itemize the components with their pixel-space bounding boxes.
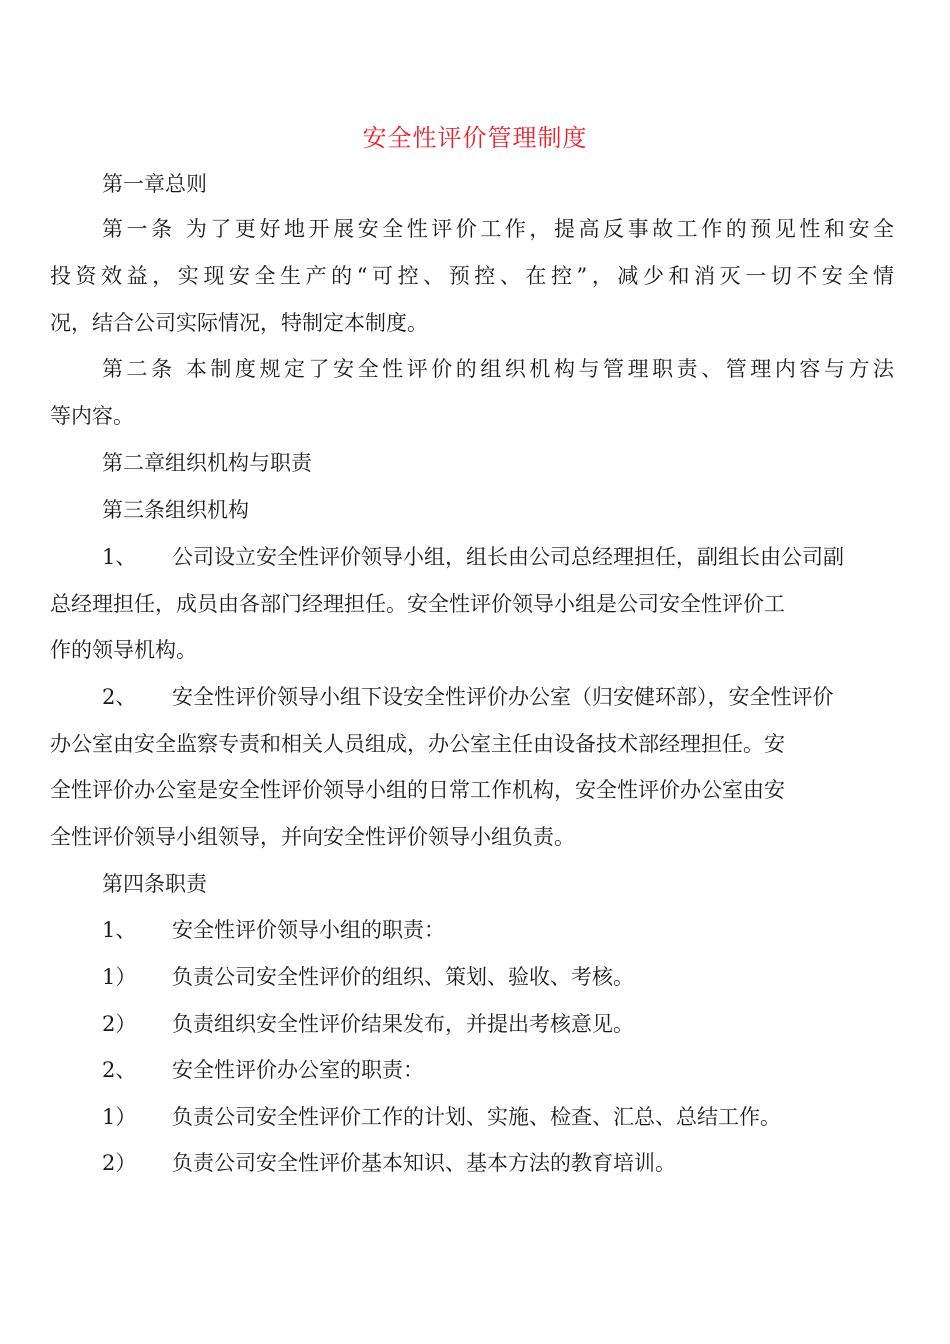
list-item-number: 1、 [102, 545, 137, 569]
list-item-text: 负责公司安全性评价基本知识、基本方法的教育培训。 [172, 1151, 676, 1175]
list-item-number: 2） [102, 1012, 137, 1036]
list-item [102, 685, 834, 709]
article-heading: 第三条组织机构 [102, 498, 249, 522]
list-item [102, 1012, 634, 1036]
list-item [102, 1105, 781, 1129]
article-heading: 第四条职责 [102, 872, 207, 896]
article-1-line-2: 投资效益，实现安全生产的“可控、预控、在控”，减少和消灭一切不安全情 [50, 264, 894, 288]
list-item-number: 1、 [102, 918, 137, 942]
list-item [102, 965, 634, 989]
list-item-text: 负责公司安全性评价工作的计划、实施、检查、汇总、总结工作。 [172, 1105, 781, 1129]
list-item-number: 2） [102, 1151, 137, 1175]
list-item-number: 2、 [102, 1058, 137, 1082]
paragraph-line: 作的领导机构。 [50, 638, 197, 662]
paragraph-line: 总经理担任，成员由各部门经理担任。安全性评价领导小组是公司安全性评价工 [50, 592, 785, 616]
list-item-number: 2、 [102, 685, 137, 709]
list-item-text: 安全性评价领导小组下设安全性评价办公室（归安健环部），安全性评价 [172, 685, 834, 709]
list-item-text: 公司设立安全性评价领导小组，组长由公司总经理担任，副组长由公司副 [172, 545, 844, 569]
list-item-text: 安全性评价领导小组的职责： [172, 918, 445, 942]
document-title: 安全性评价管理制度 [362, 124, 588, 152]
list-item-text: 负责组织安全性评价结果发布，并提出考核意见。 [172, 1012, 634, 1036]
list-item-number: 1） [102, 1105, 137, 1129]
article-2-line-2: 等内容。 [50, 404, 134, 428]
article-1-line-1: 第一条 为了更好地开展安全性评价工作，提高反事故工作的预见性和安全 [102, 217, 894, 241]
list-item [102, 545, 844, 569]
chapter-heading: 第一章总则 [102, 172, 207, 196]
article-1-line-3: 况，结合公司实际情况，特制定本制度。 [50, 311, 428, 335]
list-item [102, 1151, 676, 1175]
list-item [102, 1058, 424, 1082]
list-item [102, 918, 445, 942]
paragraph-line: 全性评价领导小组领导，并向安全性评价领导小组负责。 [50, 825, 575, 849]
article-2-line-1: 第二条 本制度规定了安全性评价的组织机构与管理职责、管理内容与方法 [102, 357, 894, 381]
paragraph-line: 办公室由安全监察专责和相关人员组成，办公室主任由设备技术部经理担任。安 [50, 732, 785, 756]
list-item-text: 负责公司安全性评价的组织、策划、验收、考核。 [172, 965, 634, 989]
list-item-text: 安全性评价办公室的职责： [172, 1058, 424, 1082]
chapter-heading: 第二章组织机构与职责 [102, 451, 312, 475]
list-item-number: 1） [102, 965, 137, 989]
paragraph-line: 全性评价办公室是安全性评价领导小组的日常工作机构，安全性评价办公室由安 [50, 778, 785, 802]
